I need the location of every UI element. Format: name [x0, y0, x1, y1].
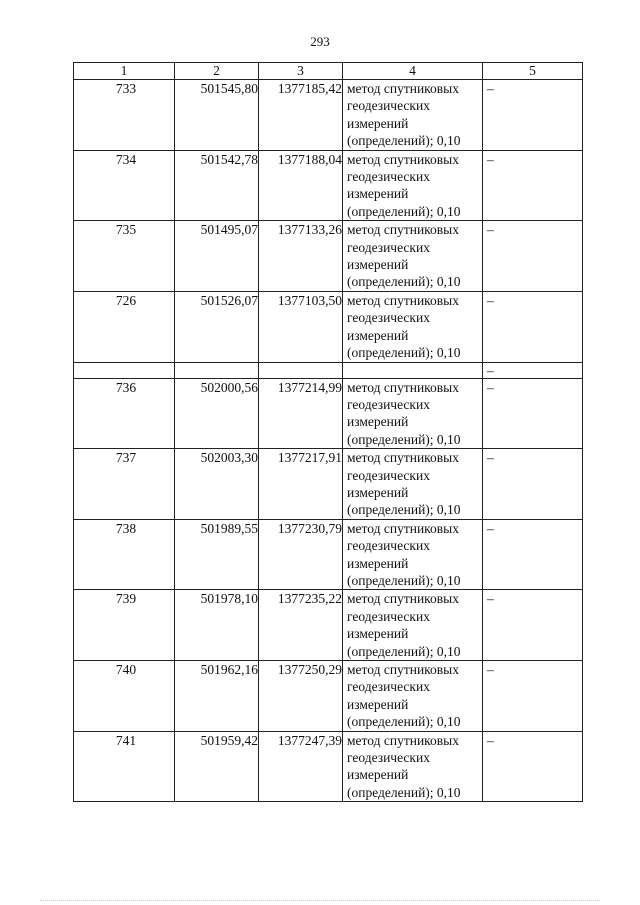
method-cell: метод спутниковых геодезических измерений (определений); 0,10	[343, 221, 483, 292]
table-row	[74, 590, 583, 661]
method-cell: метод спутниковых геодезических измерений (определений); 0,10	[343, 80, 483, 151]
point-number-cell: 733	[74, 80, 175, 151]
y-coordinate-cell: 1377214,99	[259, 378, 343, 449]
method-cell: метод спутниковых геодезических измерений (определений); 0,10	[343, 449, 483, 520]
point-number-cell: 726	[74, 291, 175, 362]
y-coordinate-cell: 1377185,42	[259, 80, 343, 151]
table-row	[74, 150, 583, 221]
y-coordinate-cell: 1377217,91	[259, 449, 343, 520]
note-cell: –	[483, 449, 583, 520]
note-cell: –	[483, 661, 583, 732]
table-row	[74, 519, 583, 590]
page-number: 293	[310, 34, 330, 49]
note-cell: –	[483, 150, 583, 221]
method-cell: метод спутниковых геодезических измерений (определений); 0,10	[343, 731, 483, 802]
table-body	[74, 80, 583, 802]
x-coordinate-cell: 501978,10	[175, 590, 259, 661]
x-coordinate-cell: 501989,55	[175, 519, 259, 590]
table-row	[74, 378, 583, 449]
x-coordinate-cell: 501542,78	[175, 150, 259, 221]
point-number-cell: 739	[74, 590, 175, 661]
point-number-cell: 735	[74, 221, 175, 292]
method-cell: метод спутниковых геодезических измерений (определений); 0,10	[343, 150, 483, 221]
method-cell	[343, 362, 483, 378]
method-cell: метод спутниковых геодезических измерений (определений); 0,10	[343, 378, 483, 449]
note-cell: –	[483, 291, 583, 362]
table-row	[74, 80, 583, 151]
x-coordinate-cell: 501526,07	[175, 291, 259, 362]
x-coordinate-cell: 501962,16	[175, 661, 259, 732]
x-coordinate-cell: 502003,30	[175, 449, 259, 520]
method-cell: метод спутниковых геодезических измерений (определений); 0,10	[343, 590, 483, 661]
coordinates-table	[73, 62, 583, 802]
point-number-cell: 736	[74, 378, 175, 449]
table-separator-row	[74, 362, 583, 378]
table-row	[74, 221, 583, 292]
point-number-cell	[74, 362, 175, 378]
note-cell: –	[483, 362, 583, 378]
table-row	[74, 291, 583, 362]
table-row	[74, 731, 583, 802]
y-coordinate-cell: 1377103,50	[259, 291, 343, 362]
table-header-row	[74, 63, 583, 80]
method-cell: метод спутниковых геодезических измерений (определений); 0,10	[343, 291, 483, 362]
column-header-2: 2	[175, 63, 259, 80]
point-number-cell: 740	[74, 661, 175, 732]
note-cell: –	[483, 731, 583, 802]
note-cell: –	[483, 80, 583, 151]
y-coordinate-cell: 1377133,26	[259, 221, 343, 292]
column-header-4: 4	[343, 63, 483, 80]
point-number-cell: 738	[74, 519, 175, 590]
note-cell: –	[483, 221, 583, 292]
x-coordinate-cell: 502000,56	[175, 378, 259, 449]
note-cell: –	[483, 519, 583, 590]
y-coordinate-cell: 1377235,22	[259, 590, 343, 661]
x-coordinate-cell: 501545,80	[175, 80, 259, 151]
method-cell: метод спутниковых геодезических измерений (определений); 0,10	[343, 661, 483, 732]
point-number-cell: 741	[74, 731, 175, 802]
x-coordinate-cell: 501959,42	[175, 731, 259, 802]
note-cell: –	[483, 590, 583, 661]
method-cell: метод спутниковых геодезических измерений (определений); 0,10	[343, 519, 483, 590]
column-header-1: 1	[74, 63, 175, 80]
point-number-cell: 734	[74, 150, 175, 221]
note-cell: –	[483, 378, 583, 449]
table-row	[74, 449, 583, 520]
column-header-5: 5	[483, 63, 583, 80]
y-coordinate-cell: 1377188,04	[259, 150, 343, 221]
column-header-3: 3	[259, 63, 343, 80]
x-coordinate-cell: 501495,07	[175, 221, 259, 292]
table-row	[74, 661, 583, 732]
point-number-cell: 737	[74, 449, 175, 520]
y-coordinate-cell: 1377247,39	[259, 731, 343, 802]
y-coordinate-cell: 1377230,79	[259, 519, 343, 590]
x-coordinate-cell	[175, 362, 259, 378]
y-coordinate-cell: 1377250,29	[259, 661, 343, 732]
scan-footer-artifact	[40, 900, 600, 905]
y-coordinate-cell	[259, 362, 343, 378]
